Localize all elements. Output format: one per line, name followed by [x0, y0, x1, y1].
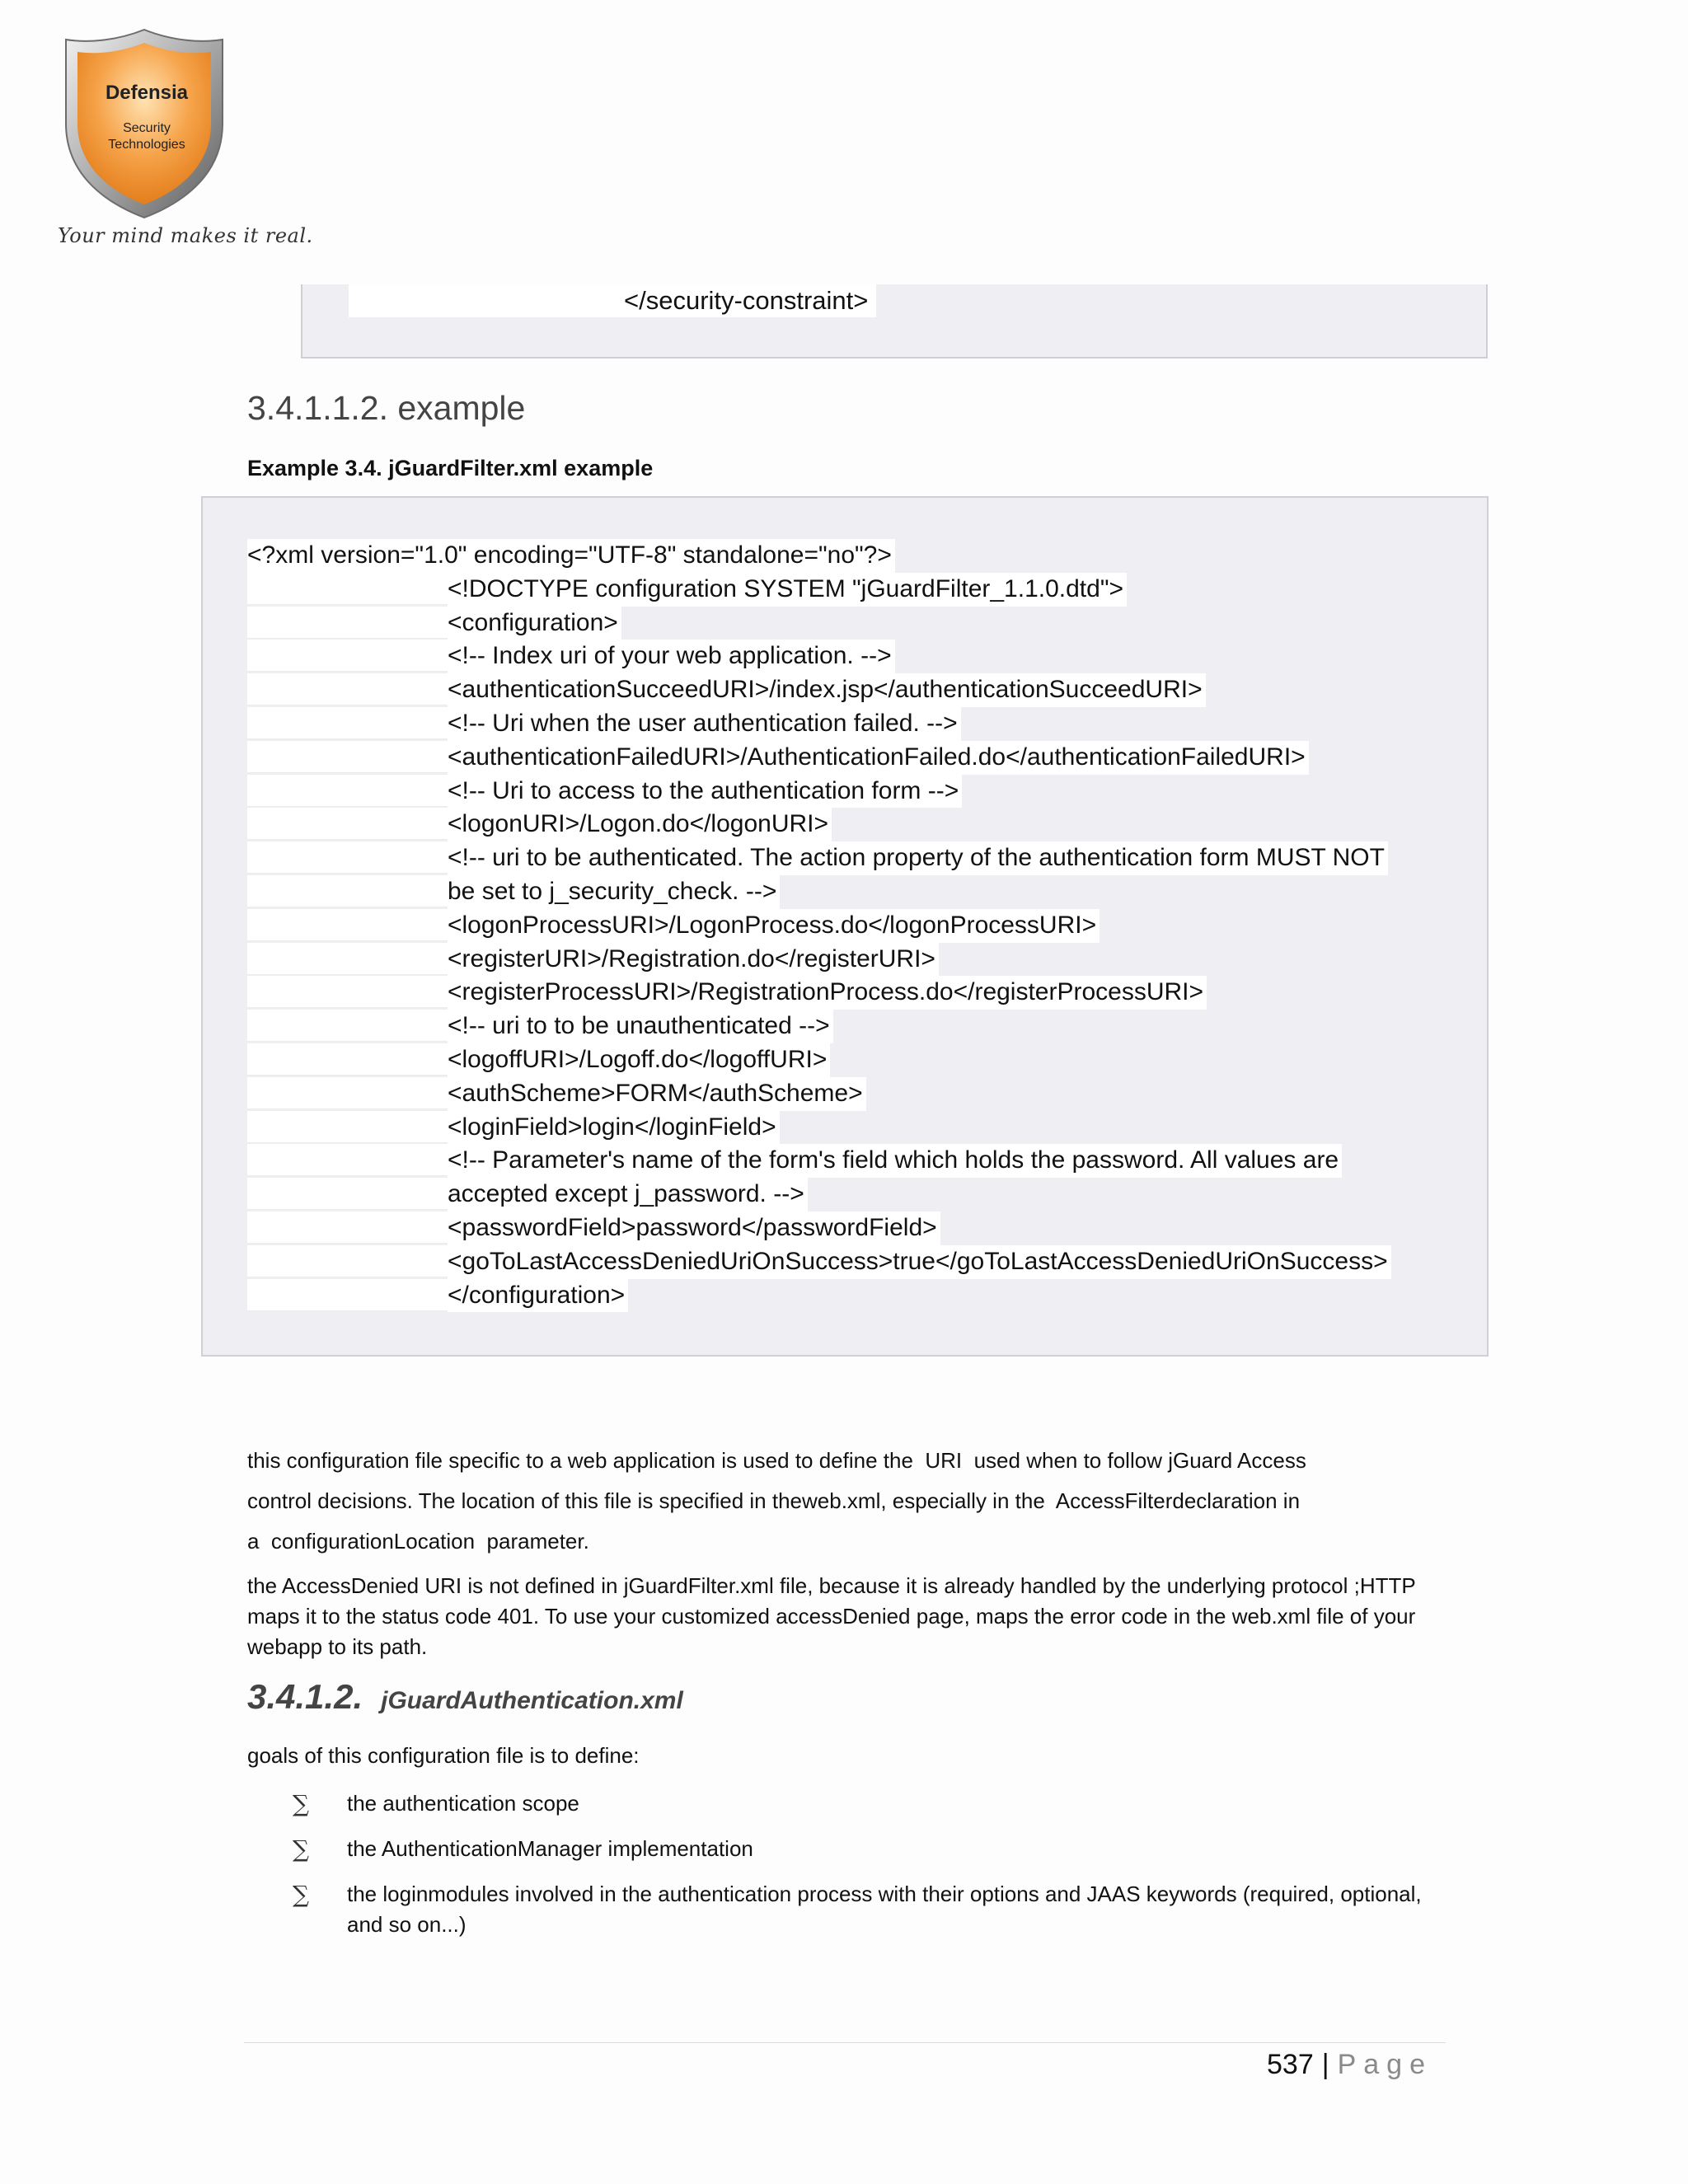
code-line	[349, 284, 876, 317]
list-item-text: the AuthenticationManager implementation	[347, 1836, 753, 1861]
code-line-text: </security-constraint>	[624, 286, 869, 315]
page-number-value: 537	[1267, 2049, 1314, 2080]
code-line: <authScheme>FORM</authScheme>	[247, 1077, 1484, 1111]
paragraph: the AccessDenied URI is not defined in jGuardFilter.xml file, because it is already handled by the underlying protocol ;HTTP maps it to the status code 401. To use your customized accessDenied page, maps the error code in the web.xml file of your webapp to its path.	[247, 1573, 1416, 1659]
bullet-list	[293, 1788, 1463, 1955]
code-line: <logonProcessURI>/LogonProcess.do</logonProcessURI>	[247, 909, 1484, 943]
code-line: <goToLastAccessDeniedUriOnSuccess>true</goToLastAccessDeniedUriOnSuccess>	[247, 1245, 1484, 1279]
list-item-text: the authentication scope	[347, 1791, 579, 1816]
footer-divider	[244, 2042, 1446, 2043]
paragraph-line: control decisions. The location of this file is specified in theweb.xml, especially in the AccessFilterdeclaration in	[247, 1488, 1301, 1513]
code-line: </configuration>	[247, 1279, 1484, 1313]
svg-text:Technologies: Technologies	[108, 138, 185, 152]
bullet-icon: ∑	[293, 1790, 309, 1817]
code-line: <configuration>	[247, 607, 1484, 640]
code-line: <?xml version="1.0" encoding="UTF-8" standalone="no"?>	[247, 539, 1484, 573]
code-line: <!-- uri to be authenticated. The action property of the authentication form MUST NOT	[247, 841, 1484, 875]
code-line: <!-- Uri when the user authentication failed. -->	[247, 707, 1484, 741]
paragraph-line: this configuration file specific to a web application is used to define the URI used when to follow jGuard Access	[247, 1448, 1306, 1473]
code-lines	[247, 539, 1484, 1312]
subsection-number: 3.4.1.2.	[247, 1677, 363, 1716]
code-block-continued	[301, 284, 1488, 359]
bullet-icon: ∑	[293, 1881, 309, 1908]
list-item	[293, 1879, 1463, 1940]
code-line: <passwordField>password</passwordField>	[247, 1212, 1484, 1245]
code-line: accepted except j_password. -->	[247, 1178, 1484, 1212]
logo-tagline: Your mind makes it real.	[58, 224, 313, 247]
subsection-title: jGuardAuthentication.xml	[381, 1687, 683, 1714]
paragraph	[247, 1441, 1451, 1562]
code-line: <registerProcessURI>/RegistrationProcess.do</registerProcessURI>	[247, 976, 1484, 1010]
code-line: <loginField>login</loginField>	[247, 1111, 1484, 1145]
intro-text: goals of this configuration file is to define:	[247, 1743, 640, 1768]
code-line: <logoffURI>/Logoff.do</logoffURI>	[247, 1043, 1484, 1077]
subsection-heading	[247, 1677, 683, 1717]
company-logo	[49, 25, 239, 255]
list-item-text: the loginmodules involved in the authentication process with their options and JAAS keywords (required, optional, and so on...)	[347, 1882, 1422, 1937]
code-line: <!-- uri to to be unauthenticated -->	[247, 1010, 1484, 1043]
shield-icon	[49, 25, 239, 223]
page-separator: |	[1321, 2049, 1329, 2080]
example-caption: Example 3.4. jGuardFilter.xml example	[247, 456, 654, 480]
code-line: <authenticationSucceedURI>/index.jsp</authenticationSucceedURI>	[247, 673, 1484, 707]
paragraph-line: a configurationLocation parameter.	[247, 1529, 589, 1554]
page-label: Page	[1337, 2049, 1432, 2080]
code-line: be set to j_security_check. -->	[247, 875, 1484, 909]
svg-text:Defensia: Defensia	[105, 82, 189, 104]
code-line: <!DOCTYPE configuration SYSTEM "jGuardFilter_1.1.0.dtd">	[247, 573, 1484, 607]
code-line: <authenticationFailedURI>/AuthenticationFailed.do</authenticationFailedURI>	[247, 741, 1484, 775]
list-item	[293, 1834, 1463, 1864]
section-title: 3.4.1.1.2. example	[247, 389, 526, 427]
code-line: <registerURI>/Registration.do</registerURI>	[247, 943, 1484, 977]
code-line: <!-- Index uri of your web application. -->	[247, 640, 1484, 673]
svg-text:Security: Security	[123, 121, 171, 135]
code-line: <!-- Uri to access to the authentication form -->	[247, 775, 1484, 808]
bullet-icon: ∑	[293, 1835, 309, 1863]
list-item	[293, 1788, 1463, 1819]
code-line: <logonURI>/Logon.do</logonURI>	[247, 808, 1484, 841]
code-line: <!-- Parameter's name of the form's field which holds the password. All values are	[247, 1144, 1484, 1178]
page-number	[1267, 2049, 1432, 2081]
